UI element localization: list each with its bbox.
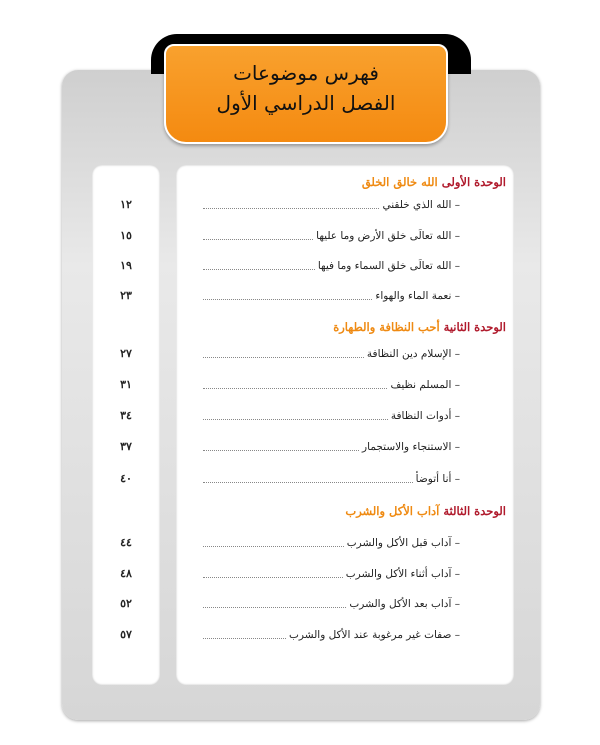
page-number: ٣٧ [120, 440, 132, 453]
lesson-title: – آداب قبل الأكل والشرب [346, 537, 460, 549]
toc-entry[interactable] [200, 567, 460, 581]
leader-dots [203, 299, 372, 300]
leader-dots [203, 239, 313, 240]
unit-title: آداب الأكل والشرب [345, 504, 440, 518]
page-number: ٢٣ [120, 289, 132, 302]
page-number: ٤٤ [120, 536, 132, 549]
page-number: ٤٠ [120, 472, 132, 485]
page-number: ٢٧ [120, 347, 132, 360]
toc-entry[interactable] [200, 440, 460, 454]
toc-entry[interactable] [200, 628, 460, 642]
lesson-title: – آداب أثناء الأكل والشرب [345, 568, 460, 580]
lesson-title: – نعمة الماء والهواء [375, 290, 460, 302]
leader-dots [203, 357, 364, 358]
leader-dots [203, 482, 413, 483]
lesson-title: – المسلم نظيف [390, 379, 460, 391]
lesson-title: – أدوات النظافة [390, 410, 460, 422]
toc-entry[interactable] [200, 259, 460, 273]
page-number: ٥٧ [120, 628, 132, 641]
title-tab [164, 44, 448, 144]
leader-dots [203, 208, 379, 209]
page-number: ٤٨ [120, 567, 132, 580]
toc-entry[interactable] [200, 597, 460, 611]
lesson-title: – آداب بعد الأكل والشرب [349, 598, 460, 610]
page-number: ١٥ [120, 229, 132, 242]
lesson-title: – الله تعالَى خلق الأرض وما عليها [316, 230, 460, 242]
toc-entry[interactable] [200, 347, 460, 361]
leader-dots [203, 419, 388, 420]
title-line-2: الفصل الدراسي الأول [216, 91, 396, 115]
lesson-title: – صفات غير مرغوبة عند الأكل والشرب [289, 629, 460, 641]
leader-dots [203, 607, 346, 608]
toc-entry[interactable] [200, 472, 460, 486]
unit-label: الوحدة الأولى [441, 175, 506, 189]
toc-entry[interactable] [200, 378, 460, 392]
toc-entry[interactable] [200, 536, 460, 550]
lesson-title: – أنا أتوضأ [415, 473, 460, 485]
toc-entry[interactable] [200, 198, 460, 212]
page-number: ٣٤ [120, 409, 132, 422]
unit-heading[interactable] [362, 174, 506, 190]
unit-title: أحب النظافة والطهارة [333, 320, 440, 334]
toc-entry[interactable] [200, 229, 460, 243]
toc-entry[interactable] [200, 409, 460, 423]
leader-dots [203, 450, 359, 451]
unit-label: الوحدة الثالثة [443, 504, 506, 518]
page-number: ٥٢ [120, 597, 132, 610]
page-number: ٣١ [120, 378, 132, 391]
leader-dots [203, 388, 387, 389]
leader-dots [203, 269, 315, 270]
unit-heading[interactable] [345, 503, 506, 519]
lesson-title: – الاستنجاء والاستجمار [362, 441, 460, 453]
lesson-title: – الله تعالَى خلق السماء وما فيها [317, 260, 460, 272]
page-number: ١٢ [120, 198, 132, 211]
lesson-title: – الله الذي خلقني [382, 199, 460, 211]
toc-entry[interactable] [200, 289, 460, 303]
page-number: ١٩ [120, 259, 132, 272]
leader-dots [203, 577, 343, 578]
unit-heading[interactable] [333, 319, 506, 335]
lesson-title: – الإسلام دين النظافة [366, 348, 460, 360]
leader-dots [203, 638, 286, 639]
leader-dots [203, 546, 344, 547]
title-line-1: فهرس موضوعات [233, 61, 379, 85]
unit-title: الله خالق الخلق [361, 175, 438, 189]
unit-label: الوحدة الثانية [443, 320, 506, 334]
